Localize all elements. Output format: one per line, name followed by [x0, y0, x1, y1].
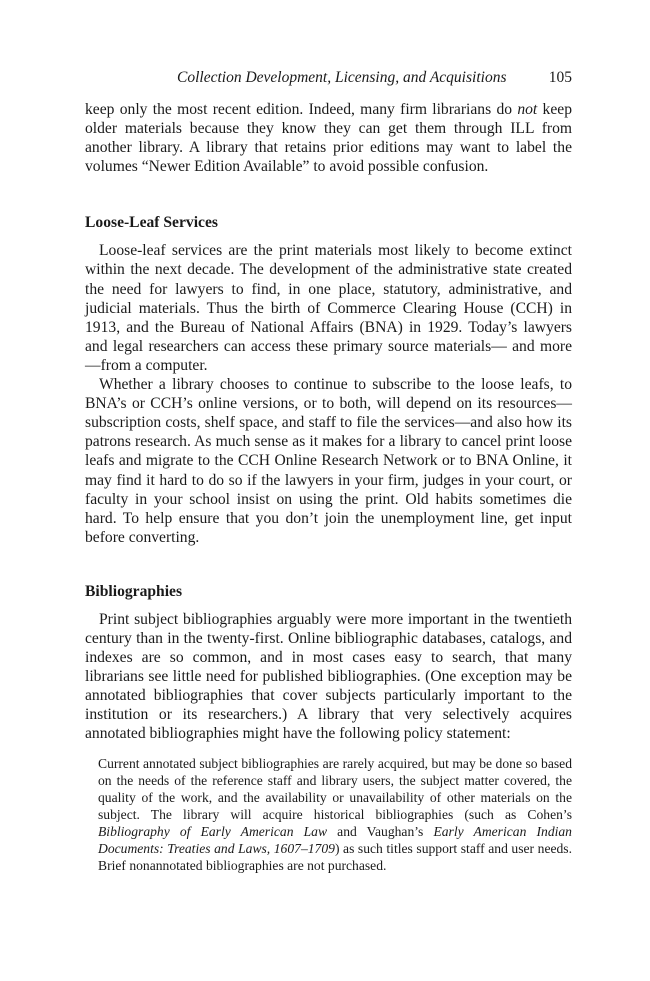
paragraph-text: keep older materials because they know they can get them through ILL from another library. A library that retains prior editions may want to label the volumes “Newer Edition Available” to avoid possible confusion. [85, 101, 572, 176]
continued-paragraph [85, 100, 572, 176]
book-page [85, 60, 572, 874]
policy-statement-quote [98, 755, 572, 875]
quote-text: ) as such titles support staff and user needs. Brief nonannotated bibliographies are not purchased. [98, 841, 572, 874]
emphasized-word: not [517, 101, 538, 118]
quote-text: and Vaughan’s [327, 823, 434, 839]
running-head [85, 60, 572, 84]
page-number: 105 [548, 69, 572, 86]
loose-leaf-paragraph-2: Whether a library chooses to continue to subscribe to the loose leafs, to BNA’s or CCH’s online versions, or to both, will depend on its resources—subscription costs, shelf space, and staff to file the services—and also how its patrons research. As much sense as it makes for a library to cancel print loose leafs and migrate to the CCH Online Research Network or to BNA Online, it may find it hard to do so if the lawyers in your firm, judges in your court, or faculty in your school insist on using the print. Old habits sometimes die hard. To help ensure that you don’t join the unemployment line, get input before converting. [85, 376, 572, 546]
loose-leaf-paragraph-1: Loose-leaf services are the print materials most likely to become extinct within the next decade. The development of the administrative state created the need for lawyers to find, in one place, statutory, administrative, and judicial materials. Thus the birth of Commerce Clearing House (CCH) in 1913, and the Bureau of National Affairs (BNA) in 1929. Today’s lawyers and legal researchers can access these primary source materials— and more—from a computer. [85, 242, 572, 374]
quote-text: Current annotated subject bibliographies are rarely acquired, but may be done so based on the needs of the reference staff and library users, the subject matter covered, the quality of the work, and the availability or unavailability of other materials on the subject. The library will acquire historical bibliographies (such as Cohen’s [98, 755, 572, 822]
bibliographies-paragraph-1: Print subject bibliographies arguably were more important in the twentieth century than in the twenty-first. Online bibliographic databases, catalogs, and indexes are so common, and in most cases easy to search, that many librarians see little need for published bibliographies. (One exception may be annotated bibliographies that cover subjects particularly important to the institution or its researchers.) A library that very selectively acquires annotated bibliographies might have the following policy statement: [85, 610, 572, 743]
quote-book-title: Bibliography of Early American Law [98, 823, 328, 839]
quote-book-title: Early American Indian Documents: Treaties and Laws, 1607–1709 [98, 823, 572, 856]
running-title: Collection Development, Licensing, and Acquisitions [177, 69, 507, 86]
paragraph-text: keep only the most recent edition. Indeed, many firm librarians do [85, 101, 518, 118]
section-heading-loose-leaf-services: Loose-Leaf Services [85, 214, 218, 232]
section-heading-bibliographies: Bibliographies [85, 582, 183, 600]
